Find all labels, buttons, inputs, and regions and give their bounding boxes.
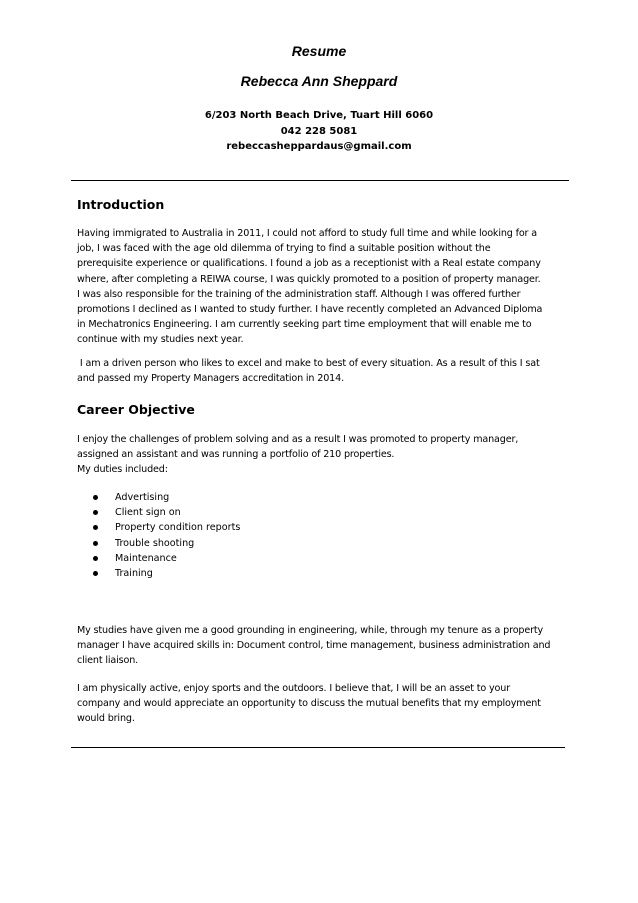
text-line: would bring. (77, 713, 135, 725)
active-paragraph (77, 681, 569, 727)
text-line: Having immigrated to Australia in 2011, I could not afford to study full time and while looking for a (77, 228, 537, 239)
text-line: company and would appreciate an opportunity to discuss the mutual benefits that my employment (77, 698, 541, 710)
text-line: continue with my studies next year. (77, 334, 244, 346)
introduction-paragraph-2 (77, 356, 569, 386)
introduction-paragraph-1 (77, 226, 569, 348)
career-objective-intro (77, 432, 569, 478)
duty-label: Advertising (115, 492, 170, 503)
phone-line: 042 228 5081 (280, 126, 358, 137)
text-line: I am a driven person who likes to excel and make to best of every situation. As a result of this I sat (77, 358, 540, 369)
text-line: client liaison. (77, 655, 139, 667)
email-line: rebeccasheppardaus@gmail.com (226, 141, 412, 152)
bullet-icon (93, 510, 98, 515)
introduction-heading: Introduction (77, 197, 165, 212)
text-line: job, I was faced with the age old dilemma of trying to find a suitable position without the (77, 243, 491, 255)
duty-label: Training (115, 568, 153, 580)
list-item (93, 566, 240, 581)
list-item (93, 520, 240, 535)
career-objective-heading: Career Objective (77, 402, 195, 417)
list-item (93, 536, 240, 551)
text-line: in Mechatronics Engineering. I am currently seeking part time employment that will enable me to (77, 319, 532, 331)
text-line: where, after completing a REIWA course, I was quickly promoted to a position of property manager. (77, 273, 541, 285)
studies-paragraph (77, 623, 569, 669)
text-line: manager I have acquired skills in: Document control, time management, business administration and (77, 640, 551, 652)
duty-label: Client sign on (115, 507, 181, 519)
text-line: My studies have given me a good grounding in engineering, while, through my tenure as a property (77, 625, 544, 636)
duty-label: Maintenance (115, 552, 177, 564)
text-line: assigned an assistant and was running a portfolio of 210 properties. (77, 449, 395, 461)
text-line: I enjoy the challenges of problem solving and as a result I was promoted to property manager, (77, 434, 519, 445)
list-item (93, 551, 240, 566)
bullet-icon (93, 556, 98, 561)
bullet-icon (93, 525, 98, 530)
text-line: I was also responsible for the training of the administration staff. Although I was offered further (77, 288, 521, 300)
list-item (93, 490, 240, 505)
list-item (93, 505, 240, 520)
document-title: Resume (291, 43, 347, 59)
duties-list (93, 490, 240, 581)
text-line: My duties included: (77, 464, 168, 476)
footer-divider (71, 747, 565, 748)
bullet-icon (93, 541, 98, 546)
bullet-icon (93, 571, 98, 576)
header-divider (71, 180, 569, 181)
text-line: promotions I declined as I wanted to study further. I have recently completed an Advanced Diploma (77, 304, 543, 316)
duty-label: Trouble shooting (115, 537, 195, 549)
duty-label: Property condition reports (115, 522, 241, 534)
text-line: I am physically active, enjoy sports and the outdoors. I believe that, I will be an asset to your (77, 683, 510, 694)
applicant-name: Rebecca Ann Sheppard (240, 73, 398, 89)
bullet-icon (93, 495, 98, 500)
text-line: and passed my Property Managers accreditation in 2014. (77, 373, 344, 385)
text-line: prerequisite experience or qualifications. I found a job as a receptionist with a Real estate company (77, 258, 541, 270)
address-line: 6/203 North Beach Drive, Tuart Hill 6060 (204, 110, 434, 121)
